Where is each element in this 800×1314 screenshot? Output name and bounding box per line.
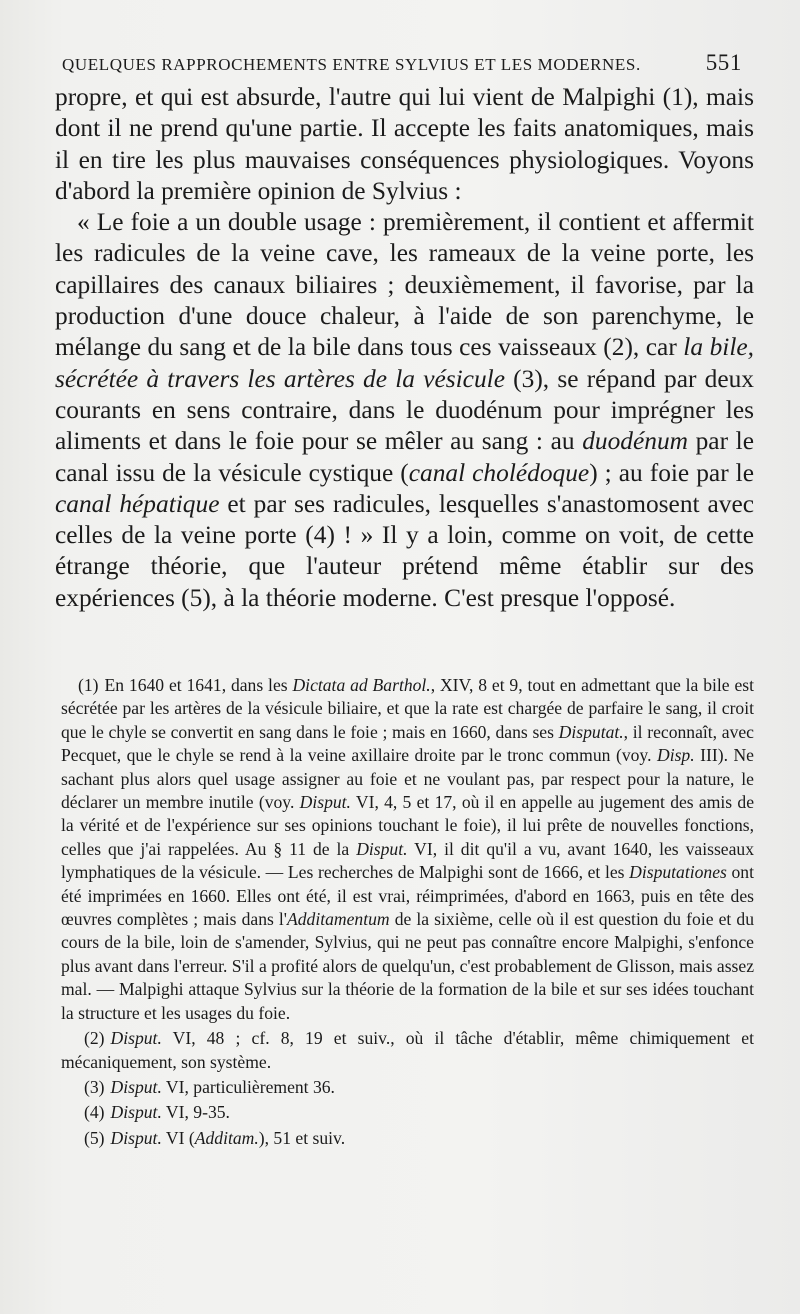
- footnote-1-italic-disputationes: Disputationes: [629, 862, 727, 883]
- footnote-3-italic: Disput.: [110, 1076, 162, 1097]
- footnote-1-italic-disp: Disp.: [656, 745, 695, 766]
- footnotes: [61, 674, 754, 1152]
- footnote-2-italic: Disput.: [110, 1028, 162, 1049]
- footnote-3: [61, 1076, 754, 1099]
- footnote-1-text-f: VI, il dit qu'il a vu, avant 1640, les vaisseaux lymphatiques de la vésicule. — Les recherches de Malpighi sont de 1666, et les: [61, 838, 755, 883]
- footnote-1-text-a: En 1640 et 1641, dans les: [104, 675, 293, 695]
- footnote-5-mark: (5): [84, 1127, 105, 1148]
- footnote-5-text-b: ), 51 et suiv.: [258, 1127, 346, 1148]
- quote-text-b: (3), se répand par deux courants en sens contraire, dans le duodénum pour imprégner les aliments et dans le foie pour se mêler au sang : au: [55, 364, 754, 456]
- running-header: [62, 50, 742, 76]
- quote-text-e: et par ses radicules, lesquelles s'anastomosent avec celles de la veine porte (4) ! » Il y a loin, comme on voit, de cette étrange théorie, que l'auteur prétend même établir sur des expériences (5), à la théorie moderne. C'est presque l'opposé.: [55, 489, 754, 612]
- quote-italic-duodenum: duodénum: [582, 427, 688, 456]
- footnote-1-italic-disputat: Disputat.: [558, 721, 624, 742]
- footnote-4-italic: Disput.: [110, 1102, 162, 1123]
- footnote-1-text-e: VI, 4, 5 et 17, où il en appelle au jugement des amis de la vérité et de l'expérience sur ses opinions touchant le foie), il lui prête de nouvelles fonctions, celles que j'ai rappelées. Au § 11 de la: [61, 792, 755, 859]
- footnote-1-text-c: , il reconnaît, avec Pecquet, que le chyle se rend à la veine axillaire droite par le tronc commun (voy.: [61, 721, 754, 766]
- footnote-5-italic-additam: Additam.: [194, 1127, 259, 1148]
- footnote-2: [61, 1027, 754, 1074]
- footnote-1-italic-disput-1: Disput.: [299, 792, 351, 813]
- footnote-3-mark: (3): [84, 1076, 105, 1097]
- footnote-1-text-h: de la sixième, celle où il est question du foie et du cours de la bile, loin de s'amender, Sylvius, qui ne peut pas connaître encore Malpighi, s'enfonce plus avant dans l'erreur. S'il a profité alors de quelqu'un, c'est probablement de Glisson, mais assez mal. — Malpighi attaque Sylvius sur la théorie de la formation de la bile et sur ses idées touchant la structure et les usages du foie.: [61, 909, 754, 1023]
- footnote-5-italic-disput: Disput.: [110, 1127, 162, 1148]
- footnote-3-text: VI, particulièrement 36.: [161, 1076, 335, 1097]
- footnote-4-text: VI, 9-35.: [161, 1102, 230, 1123]
- quote-italic-canal-choledoque: canal cholédoque: [408, 458, 590, 487]
- running-title: QUELQUES RAPPROCHEMENTS ENTRE SYLVIUS ET LES MODERNES.: [62, 55, 641, 74]
- footnote-1-text-b: , XIV, 8 et 9, tout en admettant que la bile est sécrétée par les artères de la vésicule biliaire, et que la rate est chargée de parfaire le sang, il croit que le chyle se convertit en sang dans le foie ; mais en 1660, dans ses: [61, 675, 754, 742]
- footnote-4: [61, 1101, 754, 1124]
- footnote-5: [61, 1127, 754, 1150]
- footnote-4-mark: (4): [84, 1102, 105, 1123]
- footnote-1-italic-disput-2: Disput.: [356, 838, 408, 859]
- footnote-1-text-g: ont été imprimées en 1660. Elles ont été, il est vrai, réimprimées, d'abord en 1663, puis en tête des œuvres complètes ; mais dans l': [61, 862, 754, 930]
- quote-text-d: ) ; au foie par le: [589, 458, 754, 487]
- main-text: [55, 82, 754, 614]
- footnote-1-italic-dictata: Dictata ad Barthol.: [292, 675, 431, 695]
- footnote-1-italic-additamentum: Additamentum: [286, 909, 390, 930]
- quote-italic-canal-hepatique: canal hépatique: [55, 489, 220, 518]
- paragraph-2: [55, 207, 754, 614]
- footnote-5-text-a: VI (: [161, 1127, 195, 1148]
- paragraph-1-text: propre, et qui est absurde, l'autre qui lui vient de Malpighi (1), mais dont il ne prend qu'une partie. Il accepte les faits anatomiques, mais il en tire les plus mauvaises conséquences physiologiques. Voyons d'abord la première opinion de Sylvius :: [55, 83, 754, 205]
- quote-text-a: « Le foie a un double usage : premièrement, il contient et affermit les radicules de la veine cave, les rameaux de la veine porte, les capillaires des canaux biliaires ; deuxièmement, il favorise, par la production d'une douce chaleur, à l'aide de son parenchyme, le mélange du sang et de la bile dans tous ces vaisseaux (2), car: [55, 208, 754, 362]
- footnote-2-text: VI, 48 ; cf. 8, 19 et suiv., où il tâche d'établir, même chimiquement et mécaniquement, son système.: [61, 1028, 754, 1072]
- page-number: 551: [705, 50, 742, 75]
- footnote-2-mark: (2): [84, 1028, 105, 1049]
- quote-text-c: par le canal issu de la vésicule cystique (: [55, 427, 754, 487]
- quote-italic-bile: la bile, sécrétée à travers les artères de la vésicule: [55, 333, 754, 393]
- footnote-1-text-d: III). Ne sachant plus alors quel usage assigner au foie et ne voulant pas, par respect pour la nature, le déclarer un membre inutile (voy.: [61, 745, 754, 813]
- footnote-1: [61, 674, 754, 1025]
- footnote-1-mark: (1): [78, 675, 99, 695]
- paragraph-1: [55, 82, 754, 207]
